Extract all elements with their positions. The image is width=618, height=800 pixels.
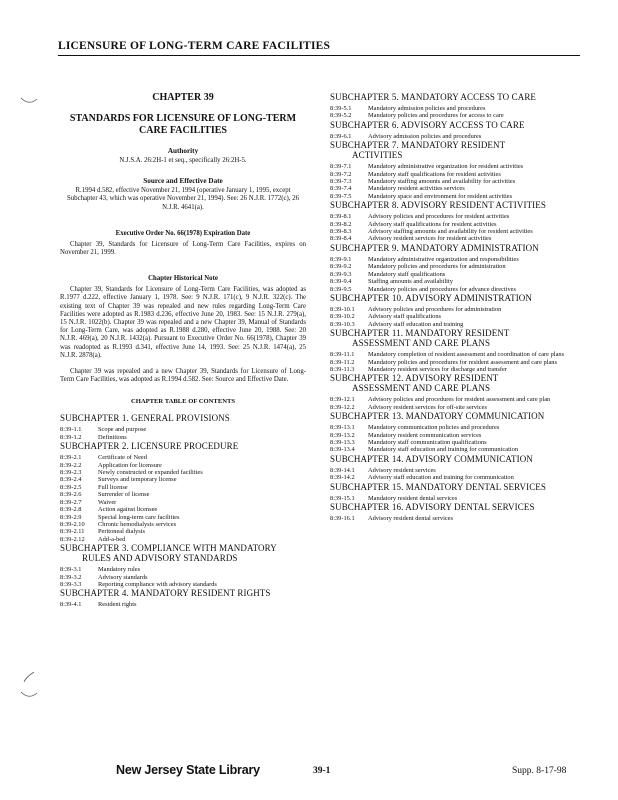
section-number: 8:39-14.1 [330, 466, 355, 474]
subchapter-title [330, 411, 580, 421]
toc-entry [60, 574, 306, 581]
section-number: 8:39-5.2 [330, 112, 352, 120]
section-title: Action against licensee [98, 506, 158, 514]
toc-entry [330, 351, 580, 358]
section-title: Application for licensure [98, 461, 162, 469]
toc-entry [60, 601, 306, 608]
margin-mark-icon [20, 690, 38, 700]
authority-heading: Authority [167, 147, 199, 155]
section-title: Mandatory completion of resident assessment and coordination of care plans [368, 351, 565, 359]
section-number: 8:39-2.4 [60, 476, 82, 484]
section-title: Mandatory administrative organization for resident activities [368, 163, 524, 171]
toc-entry [330, 366, 580, 373]
section-number: 8:39-7.1 [330, 163, 352, 171]
subchapter-title-text: SUBCHAPTER 16. ADVISORY DENTAL SERVICES [330, 502, 535, 512]
section-title: Advisory policies and procedures for resident assessment and care plan [368, 396, 551, 404]
left-column [60, 92, 306, 609]
subchapter-title-text: SUBCHAPTER 8. ADVISORY RESIDENT ACTIVITIES [330, 200, 546, 211]
source-heading: Source and Effective Date [143, 177, 223, 186]
subchapter-block [330, 502, 580, 522]
section-title: Mandatory policies and procedures for administration [368, 263, 506, 271]
subchapter-title [330, 328, 580, 348]
section-number: 8:39-13.4 [330, 446, 355, 454]
subchapter-block [60, 413, 306, 441]
toc-entry [330, 359, 580, 366]
section-number: 8:39-8.1 [330, 213, 352, 221]
margin-mark-icon [20, 672, 38, 682]
section-number: 8:39-13.2 [330, 431, 355, 439]
toc-entry [60, 536, 306, 543]
section-number: 8:39-9.3 [330, 270, 352, 278]
subchapter-title-continued: ASSESSMENT AND CARE PLANS [352, 383, 491, 394]
margin-mark-icon [20, 96, 38, 106]
section-number: 8:39-7.5 [330, 192, 352, 200]
section-title: Certificate of Need [98, 454, 147, 462]
running-header: LICENSURE OF LONG-TERM CARE FACILITIES [58, 40, 331, 52]
section-number: 8:39-13.3 [330, 438, 355, 446]
section-number: 8:39-11.1 [330, 351, 355, 359]
page-number: 39-1 [313, 766, 331, 776]
section-title: Mandatory staff qualifications [368, 270, 446, 278]
section-number: 8:39-10.2 [330, 313, 355, 321]
toc-entry [60, 454, 306, 461]
subchapter-title-continued: RULES AND ADVISORY STANDARDS [82, 553, 238, 564]
subchapter-title [330, 293, 580, 303]
subchapter-title [330, 92, 580, 102]
subchapter-title [330, 120, 580, 130]
section-title: Special long-term care facilities [98, 513, 180, 521]
toc-entry [60, 521, 306, 528]
subchapter-title-text: SUBCHAPTER 12. ADVISORY RESIDENT [330, 373, 499, 384]
section-number: 8:39-11.2 [330, 358, 355, 366]
section-number: 8:39-1.2 [60, 433, 82, 441]
history-paragraph-2: Chapter 39 was repealed and a new Chapter 39, Standards for Licensure of Long-Term Care Facilities, was adopted as R.1994 d.582. See: Source and Effective Date. [60, 368, 306, 384]
subchapter-block [60, 588, 306, 608]
chapter-number: CHAPTER 39 [152, 92, 214, 103]
toc-right [330, 92, 580, 522]
subchapter-title [330, 373, 580, 393]
section-title: Staffing amounts and availability [368, 278, 453, 286]
section-title: Advisory resident services for off-site services [368, 403, 487, 411]
section-title: Mandatory staffing amounts and availability for activities [368, 178, 516, 186]
toc-entry [330, 321, 580, 328]
section-title: Add-a-bed [98, 535, 126, 543]
section-title: Advisory standards [98, 573, 148, 581]
authority-text: N.J.S.A. 26:2H-1 et seq., specifically 26:2H-5. [119, 157, 247, 164]
toc-entry [330, 193, 580, 200]
section-title: Mandatory space and environment for resident activities [368, 192, 513, 200]
subchapter-block [330, 454, 580, 482]
section-number: 8:39-10.1 [330, 305, 355, 313]
section-title: Mandatory resident dental services [368, 494, 458, 502]
subchapter-title-continued: ASSESSMENT AND CARE PLANS [352, 338, 491, 349]
subchapter-title-text: SUBCHAPTER 5. MANDATORY ACCESS TO CARE [330, 92, 537, 102]
subchapter-block [330, 373, 580, 411]
subchapter-title-text: SUBCHAPTER 1. GENERAL PROVISIONS [60, 413, 230, 424]
section-number: 8:39-3.2 [60, 573, 82, 581]
toc-entry [330, 178, 580, 185]
subchapter-title-text: SUBCHAPTER 13. MANDATORY COMMUNICATION [330, 411, 545, 422]
exec-order-heading: Executive Order No. 66(1978) Expiration Date [115, 229, 251, 237]
toc-entry [330, 515, 580, 522]
subchapter-title-text: SUBCHAPTER 9. MANDATORY ADMINISTRATION [330, 242, 539, 253]
section-title: Advisory admission policies and procedures [368, 132, 482, 140]
toc-entry [330, 221, 580, 228]
subchapter-title [330, 243, 580, 253]
section-title: Mandatory admission policies and procedures [368, 105, 486, 112]
section-title: Scope and purpose [98, 426, 147, 434]
section-title: Advisory staffing amounts and availability for resident activities [368, 228, 533, 236]
section-title: Chronic hemodialysis services [98, 520, 177, 528]
subchapter-title [60, 543, 306, 563]
subchapter-block [60, 441, 306, 543]
toc-entry [60, 506, 306, 513]
section-number: 8:39-9.4 [330, 278, 352, 286]
toc-entry [330, 112, 580, 119]
chapter-title: STANDARDS FOR LICENSURE OF LONG-TERM CARE FACILITIES [69, 113, 297, 136]
subchapter-title-text: SUBCHAPTER 11. MANDATORY RESIDENT [330, 328, 510, 339]
toc-entry [330, 163, 580, 170]
toc-entry [330, 439, 580, 446]
section-title: Advisory staff education and training [368, 320, 464, 328]
toc-entry [330, 286, 580, 293]
toc-entry [60, 484, 306, 491]
subchapter-title [330, 502, 580, 512]
section-number: 8:39-3.3 [60, 580, 82, 588]
toc-entry [60, 491, 306, 498]
toc-entry [60, 566, 306, 573]
section-title: Peritoneal dialysis [98, 528, 146, 536]
section-number: 8:39-14.2 [330, 474, 355, 482]
section-number: 8:39-9.2 [330, 263, 352, 271]
section-title: Advisory staff education and training for communication [368, 474, 514, 482]
section-number: 8:39-2.11 [60, 528, 85, 536]
toc-entry [330, 404, 580, 411]
section-title: Mandatory communication policies and procedures [368, 424, 500, 432]
section-number: 8:39-2.9 [60, 513, 82, 521]
subchapter-title-text: SUBCHAPTER 6. ADVISORY ACCESS TO CARE [330, 119, 525, 130]
toc-entry [330, 495, 580, 502]
toc-entry [330, 474, 580, 481]
right-column [330, 92, 580, 522]
toc-entry [60, 514, 306, 521]
section-title: Surveys and temporary license [98, 476, 177, 484]
section-title: Mandatory policies and procedures for resident assessment and care plans [368, 358, 557, 366]
subchapter-block [330, 328, 580, 373]
subchapter-title [330, 200, 580, 210]
section-number: 8:39-8.2 [330, 220, 352, 228]
section-number: 8:39-2.6 [60, 491, 82, 499]
section-title: Mandatory staff communication qualifications [368, 438, 487, 446]
section-title: Mandatory staff qualifications for resident activities [368, 170, 501, 178]
section-number: 8:39-3.1 [60, 566, 82, 574]
section-number: 8:39-2.7 [60, 498, 82, 506]
history-paragraph-1: Chapter 39, Standards for Licensure of Long-Term Care Facilities, was adopted as R.1977 d.222, effective January 1, 1978. See: 9 N.J.R. 171(c), 9 N.J.R. 322(c). The existing text of Chapter 39 was repealed and new rules regarding Long-Term Care Facilities were adopted as R.1983 d.236, effective June 20, 1983. See: 15 N.J.R. 279(a), 15 N.J.R. 1022(b). Chapter 39 was repealed and a new Chapter 39, Manual of Standards for Long-Term Care, was adopted as R.1988 d.280, effective June 20, 1988. See: 20 N.J.R. 469(a), 20 N.J.R. 1432(a). Pursuant to Executive Order No. 66(1978), Chapter 39 was readopted as R.1993 d.341, effective June 14, 1993. See: 25 N.J.R. 1474(a), 25 N.J.R. 2878(a). [60, 286, 306, 359]
subchapter-title-text: SUBCHAPTER 4. MANDATORY RESIDENT RIGHTS [60, 588, 271, 599]
toc-entry [60, 462, 306, 469]
toc-entry [330, 467, 580, 474]
section-title: Mandatory rules [98, 566, 141, 574]
section-title: Newly constructed or expanded facilities [98, 469, 203, 477]
toc-entry [330, 278, 580, 285]
section-number: 8:39-7.4 [330, 185, 352, 193]
subchapter-title-text: SUBCHAPTER 14. ADVISORY COMMUNICATION [330, 453, 533, 464]
subchapter-block [330, 482, 580, 502]
section-number: 8:39-10.3 [330, 320, 355, 328]
toc-entry [60, 426, 306, 433]
section-title: Waiver [98, 498, 117, 506]
toc-entry [330, 432, 580, 439]
toc-entry [60, 528, 306, 535]
section-number: 8:39-2.5 [60, 483, 82, 491]
section-title: Definitions [98, 433, 127, 441]
toc-left [60, 413, 306, 608]
toc-entry [60, 499, 306, 506]
section-title: Advisory resident dental services [368, 515, 454, 522]
subchapter-block [330, 92, 580, 120]
section-number: 8:39-9.1 [330, 255, 352, 263]
section-number: 8:39-4.1 [60, 601, 82, 609]
section-title: Mandatory administrative organization and responsibilities [368, 255, 519, 263]
section-number: 8:39-15.1 [330, 494, 355, 502]
toc-entry [330, 171, 580, 178]
toc-entry [60, 434, 306, 441]
section-title: Full license [98, 483, 128, 491]
section-title: Advisory staff qualifications [368, 313, 442, 321]
subchapter-title [330, 454, 580, 464]
subchapter-title-continued: ACTIVITIES [352, 150, 403, 161]
section-number: 8:39-2.2 [60, 461, 82, 469]
subchapter-block [330, 411, 580, 454]
toc-entry [330, 263, 580, 270]
section-title: Advisory staff qualifications for resident activities [368, 220, 497, 228]
history-heading: Chapter Historical Note [148, 275, 218, 283]
subchapter-title-text: SUBCHAPTER 3. COMPLIANCE WITH MANDATORY [60, 543, 277, 554]
subchapter-title [60, 413, 306, 423]
toc-entry [330, 424, 580, 431]
section-title: Advisory resident services for resident activities [368, 235, 492, 243]
section-number: 8:39-9.5 [330, 285, 352, 293]
subchapter-block [330, 140, 580, 200]
toc-entry [330, 228, 580, 235]
supplement-date: Supp. 8-17-98 [512, 766, 567, 776]
subchapter-title-text: SUBCHAPTER 10. ADVISORY ADMINISTRATION [330, 292, 532, 303]
subchapter-title [60, 588, 306, 598]
section-title: Mandatory resident activities services [368, 185, 465, 193]
section-title: Advisory policies and procedures for resident activities [368, 213, 510, 221]
section-title: Mandatory staff education and training for communication [368, 446, 519, 454]
toc-entry [330, 133, 580, 140]
section-title: Surrender of license [98, 491, 150, 499]
section-number: 8:39-13.1 [330, 424, 355, 432]
section-title: Advisory resident services [368, 466, 436, 474]
subchapter-title [60, 441, 306, 451]
section-number: 8:39-2.10 [60, 520, 85, 528]
subchapter-title-text: SUBCHAPTER 2. LICENSURE PROCEDURE [60, 441, 239, 452]
section-number: 8:39-2.12 [60, 535, 85, 543]
section-number: 8:39-2.3 [60, 469, 82, 477]
section-number: 8:39-6.1 [330, 132, 352, 140]
section-number: 8:39-12.1 [330, 396, 355, 404]
section-title: Mandatory resident communication services [368, 431, 482, 439]
section-title: Mandatory resident services for discharge and transfer [368, 365, 508, 373]
toc-entry [330, 105, 580, 112]
subchapter-title-text: SUBCHAPTER 7. MANDATORY RESIDENT [330, 140, 506, 151]
toc-entry [330, 271, 580, 278]
section-number: 8:39-2.1 [60, 454, 82, 462]
section-title: Mandatory policies and procedures for access to care [368, 112, 504, 120]
toc-entry [330, 256, 580, 263]
subchapter-block [330, 243, 580, 293]
toc-entry [60, 476, 306, 483]
exec-order-text: Chapter 39, Standards for Licensure of Long-Term Care Facilities, expires on November 21, 1999. [60, 240, 306, 257]
section-title: Resident rights [98, 601, 137, 609]
section-number: 8:39-16.1 [330, 515, 355, 522]
subchapter-block [330, 200, 580, 243]
section-number: 8:39-1.1 [60, 426, 82, 434]
toc-entry [330, 396, 580, 403]
section-number: 8:39-5.1 [330, 105, 352, 112]
header-rule [58, 55, 580, 56]
toc-entry [60, 469, 306, 476]
toc-entry [60, 581, 306, 588]
subchapter-title [330, 140, 580, 160]
subchapter-block [330, 293, 580, 328]
toc-heading: CHAPTER TABLE OF CONTENTS [130, 398, 236, 406]
section-title: Advisory policies and procedures for administration [368, 305, 502, 313]
toc-entry [330, 185, 580, 192]
section-number: 8:39-2.8 [60, 506, 82, 514]
toc-entry [330, 446, 580, 453]
subchapter-title [330, 482, 580, 492]
toc-entry [330, 213, 580, 220]
section-number: 8:39-8.4 [330, 235, 352, 243]
section-title: Reporting compliance with advisory standards [98, 580, 217, 588]
subchapter-title-text: SUBCHAPTER 15. MANDATORY DENTAL SERVICES [330, 481, 546, 492]
section-title: Mandatory policies and procedures for advance directives [368, 285, 516, 293]
toc-entry [330, 313, 580, 320]
subchapter-block [60, 543, 306, 588]
section-number: 8:39-7.3 [330, 178, 352, 186]
section-number: 8:39-12.2 [330, 403, 355, 411]
section-number: 8:39-7.2 [330, 170, 352, 178]
section-number: 8:39-8.3 [330, 228, 352, 236]
source-text: R.1994 d.582, effective November 21, 1994 (operative January 1, 1995, except Subchapter 43, which was operative November 21, 1994). See: 26 N.J.R. 1772(c), 26 N.J.R. 4641(a). [67, 187, 299, 211]
toc-entry [330, 306, 580, 313]
subchapter-block [330, 120, 580, 140]
section-number: 8:39-11.3 [330, 365, 355, 373]
library-stamp: New Jersey State Library [116, 763, 260, 777]
toc-entry [330, 235, 580, 242]
